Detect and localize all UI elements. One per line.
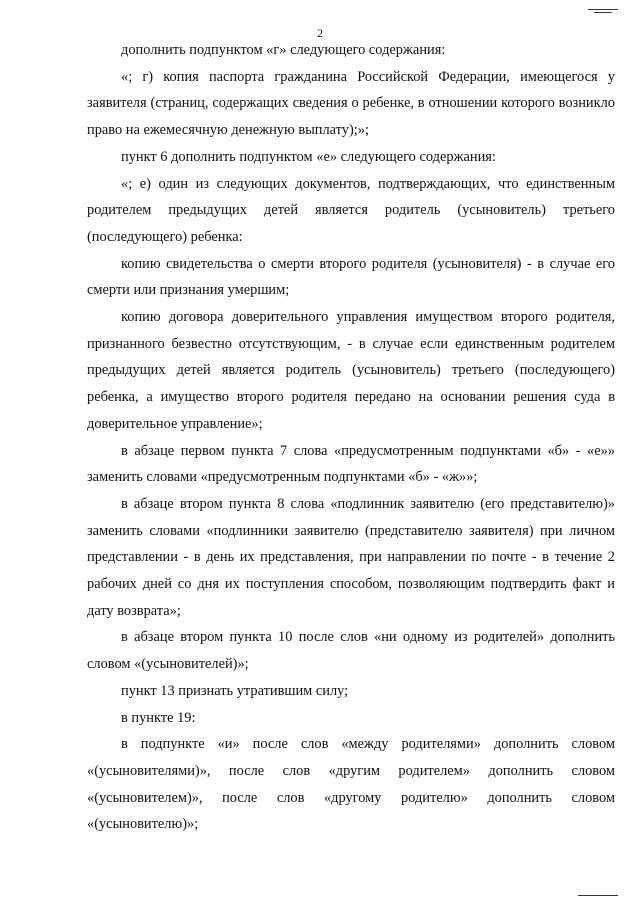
paragraph-trust-agreement: копию договора доверительного управления имуществом второго родителя, признанного безвестно отсутствующим, - в случае если единственным родителем предыдущих детей является родитель (усыновитель) третьего (последующего) ребенка, а имущество второго родителя передано на основании решения суда в доверительное управление»;	[87, 309, 615, 432]
page-number: 2	[317, 26, 323, 40]
paragraph-subpoint-e: «; е) один из следующих документов, подтверждающих, что единственным родителем предыдущих детей является родитель (усыновитель) третьего (последующего) ребенка:	[87, 175, 615, 245]
bottom-corner-mark	[578, 895, 618, 896]
paragraph-point-6: пункт 6 дополнить подпунктом «е» следующего содержания:	[121, 148, 496, 165]
document-body	[87, 37, 615, 838]
paragraph-add-subpoint-g: дополнить подпунктом «г» следующего содержания:	[121, 42, 446, 58]
paragraph-point-13: пункт 13 признать утратившим силу;	[121, 682, 349, 699]
paragraph-subpoint-g-passport: «; г) копия паспорта гражданина Российской Федерации, имеющегося у заявителя (страниц, содержащих сведения о ребенке, в отношении которого возникло право на ежемесячную денежную выплату);»;	[87, 68, 615, 139]
paragraph-point-8: в абзаце втором пункта 8 слова «подлинник заявителю (его представителю)» заменить словами «подлинники заявителю (представителю заявителя) при личном представлении - в день их представления, при направлении по почте - в течение 2 рабочих дней со дня их поступления способом, позволяющим подтвердить факт и дату возврата»;	[87, 495, 615, 619]
paragraph-death-certificate: копию свидетельства о смерти второго родителя (усыновителя) - в случае его смерти или признания умершим;	[87, 255, 615, 299]
top-corner-mark	[588, 9, 618, 10]
paragraph-subpoint-i: в подпункте «и» после слов «между родителями» дополнить словом «(усыновителями)», после слов «другим родителем» дополнить словом «(усыновителем)», после слов «другому родителю» дополнить словом «(усыновителю)»;	[87, 736, 615, 833]
top-corner-mark-short	[594, 12, 612, 13]
paragraph-point-10: в абзаце втором пункта 10 после слов «ни одному из родителей» дополнить словом «(усыновителей)»;	[87, 629, 615, 673]
paragraph-point-7: в абзаце первом пункта 7 слова «предусмотренным подпунктами «б» - «е»» заменить словами «предусмотренным подпунктами «б» - «ж»»;	[87, 442, 615, 486]
paragraph-point-19: в пункте 19:	[121, 709, 196, 726]
